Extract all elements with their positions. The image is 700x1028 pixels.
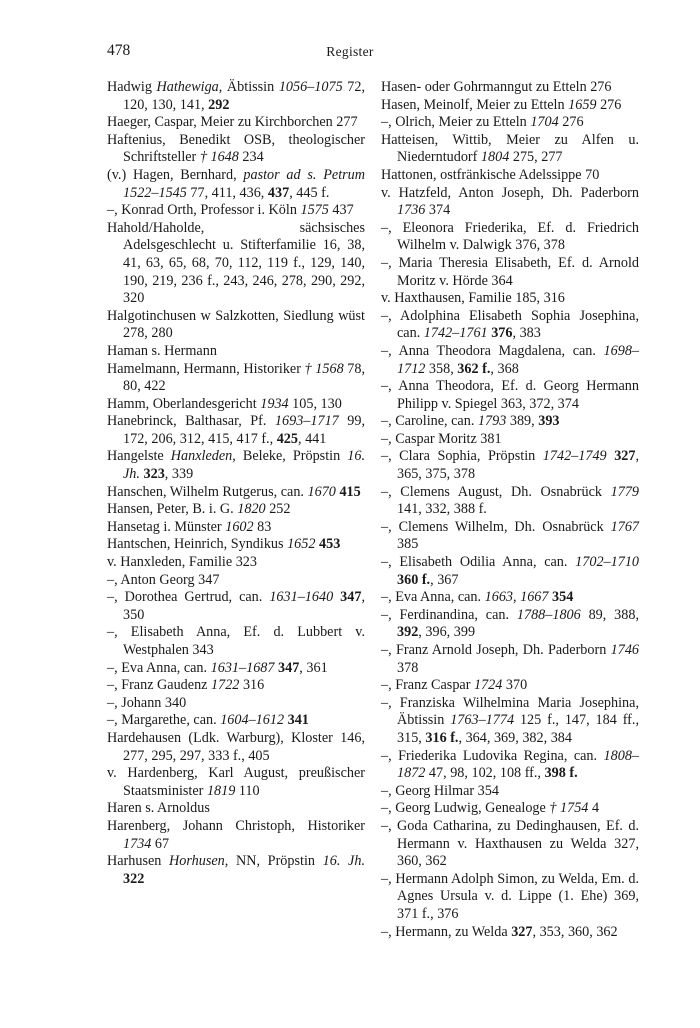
index-entry [381,607,639,642]
index-entry [107,853,365,888]
entry-text: 378 [397,659,419,676]
entry-page-ref-bold: 327 [511,923,533,940]
entry-text: Haman s. Hermann [107,342,217,359]
entry-text: –, Franziska Wilhelmina Maria Josephina, Äbtissin [381,694,639,729]
entry-text: Halgotinchusen w Salzkotten, Siedlung wüst 278, 280 [107,307,365,342]
index-entry [107,448,365,483]
index-entry [107,624,365,659]
entry-italic-text: 1736 [397,202,426,219]
entry-page-ref-bold: 392 [397,624,419,641]
entry-text: Hamelmann, Hermann, Historiker [107,360,305,377]
entry-text: 83 [253,518,272,535]
entry-text: , 339 [164,466,194,483]
entry-italic-text: 1804 [480,149,510,166]
entry-text: –, Adolphina Elisabeth Sophia Josephina, can. [381,307,639,342]
index-entry [381,677,639,695]
entry-text: v. Hatzfeld, Anton Joseph, Dh. Paderborn [381,184,639,201]
page-number: 478 [107,42,131,59]
entry-text: –, Georg Ludwig, Genealoge [381,800,550,817]
entry-italic-text: 1602 [225,518,254,535]
entry-page-ref-bold: 362 f. [457,360,491,377]
index-column-left [107,79,365,888]
index-entry [381,255,639,290]
entry-text: –, Hermann Adolph Simon, zu Welda, Em. d. Agnes Ursula v. d. Lippe (1. Ehe) 369, 371 f., 376 [381,870,639,922]
entry-italic-text: pastor ad s. Petrum 1522–1545 [123,166,365,201]
entry-text: –, Anton Georg 347 [107,571,220,588]
index-entry [381,413,639,431]
entry-text: Beleke, Pröpstin [235,448,348,465]
entry-text: , 445 f. [289,184,330,201]
entry-text: –, Clara Sophia, Pröpstin [381,448,543,465]
entry-text: , 383 [512,325,541,342]
entry-italic-text: 1742–1749 [542,448,607,465]
entry-italic-text: 1670 [307,483,336,500]
entry-text: Hanebrinck, Balthasar, Pf. [107,413,275,430]
entry-italic-text: † 1568 [304,360,344,377]
entry-text: –, Dorothea Gertrud, can. [107,589,270,606]
index-entry [107,132,365,167]
entry-italic-text: 1767 [610,518,639,535]
index-entry [381,79,639,97]
entry-text: , 350 [123,589,365,623]
entry-page-ref-bold: 453 [319,536,341,553]
entry-italic-text: Horhusen, [169,853,229,870]
index-column-right [381,79,639,941]
entry-text: 125 f., 147, 184 ff., 315, [397,712,639,746]
entry-italic-text: 1604–1612 [220,712,285,729]
entry-text: –, Maria Theresia Elisabeth, Ef. d. Arnold Moritz v. Hörde 364 [381,254,639,289]
entry-italic-text: 1788–1806 [516,606,581,623]
entry-text: 370 [502,677,528,694]
entry-text: (v.) Hagen, Bernhard, [107,166,244,183]
entry-italic-text: 1734 [123,835,152,852]
entry-text: 99, 172, 206, 312, 415, 417 f., [123,413,365,447]
entry-text: 67 [151,835,170,852]
entry-text: –, Eleonora Friederika, Ef. d. Friedrich Wilhelm v. Dalwigk 376, 378 [381,219,639,254]
entry-page-ref-bold: 347 [278,659,300,676]
index-entry [107,536,365,554]
entry-text: , 364, 369, 382, 384 [458,729,572,746]
entry-page-ref-bold: 341 [287,712,309,729]
index-entry [107,484,365,502]
index-entry [381,589,639,607]
index-entry [107,202,365,220]
index-entry [107,519,365,537]
index-entry [381,800,639,818]
entry-text: 105, 130 [288,395,342,412]
entry-page-ref-bold: 398 f. [544,765,578,782]
entry-text: –, Franz Gaudenz [107,677,212,694]
index-entry [381,97,639,115]
index-entry [107,114,365,132]
entry-italic-text: 1820 [237,501,266,518]
index-entry [107,818,365,853]
entry-text: 78, 80, 422 [123,360,366,395]
index-entry [381,519,639,554]
index-entry [107,800,365,818]
index-entry [381,378,639,413]
index-entry [381,290,639,308]
entry-italic-text: 1698–1712 [397,342,639,377]
index-entry [381,431,639,449]
entry-text: –, Eva Anna, can. [107,659,211,676]
entry-text: , 353, 360, 362 [532,923,618,940]
entry-text: –, Anna Theodora Magdalena, can. [381,342,604,359]
entry-text: –, Elisabeth Odilia Anna, can. [381,554,576,571]
index-entry [381,642,639,677]
entry-text: –, Friederika Ludovika Regina, can. [381,747,604,764]
entry-text: , 441 [297,430,327,447]
entry-text: 4 [588,800,600,817]
entry-text: Haftenius, Benedikt OSB, theologischer Schriftsteller [107,131,365,166]
entry-text: –, Hermann, zu Welda [381,923,512,940]
entry-italic-text: 1663, 1667 [484,589,549,606]
entry-text: Hansen, Peter, B. i. G. [107,501,238,518]
index-entry [381,924,639,942]
entry-text: 72, 120, 130, 141, [123,79,365,113]
index-entry [107,167,365,202]
entry-page-ref-bold: 393 [538,413,560,430]
entry-text: , 368 [490,360,519,377]
entry-text: Hansetag i. Münster [107,518,226,535]
index-entry [381,484,639,519]
entry-text: 316 [239,677,265,694]
entry-text: Hahold/Haholde, sächsisches Adelsgeschlecht u. Stifterfamilie 16, 38, 41, 63, 65, 68, 70, 112, 119 f., 129, 140, 190, 219, 236 f., 243, 246, 278, 290, 292, 320 [107,219,365,307]
entry-text: Harhusen [107,853,170,870]
entry-text: –, Franz Arnold Joseph, Dh. Paderborn [381,642,611,658]
entry-text: , 361 [299,659,328,676]
index-entry [381,695,639,748]
entry-italic-text: 1702–1710 [575,554,639,571]
entry-text: –, Eva Anna, can. [381,589,485,606]
entry-italic-text: 1808–1872 [397,747,639,782]
entry-italic-text: 1704 [530,114,559,131]
entry-page-ref-bold: 360 f. [397,571,431,588]
entry-page-ref-bold: 376 [491,325,513,342]
entry-italic-text: 1575 [300,202,329,219]
entry-text: –, Elisabeth Anna, Ef. d. Lubbert v. Westphalen 343 [107,624,365,658]
index-entry [107,501,365,519]
entry-italic-text: 1652 [287,536,316,553]
entry-text: –, Ferdinandina, can. [381,606,517,623]
index-entry [107,79,365,114]
index-entry [381,818,639,871]
entry-text: –, Konrad Orth, Professor i. Köln [107,202,301,219]
entry-italic-text: 16. Jh. [322,853,365,870]
entry-text: NN, Pröpstin [228,853,323,870]
index-entry [107,677,365,695]
index-entry [107,712,365,730]
index-entry [107,413,365,448]
entry-text: Hanschen, Wilhelm Rutgerus, can. [107,483,308,500]
entry-italic-text: Hanxleden, [170,448,236,465]
entry-text: –, Clemens Wilhelm, Dh. Osnabrück [381,518,611,535]
entry-page-ref-bold: 347 [340,589,362,606]
entry-text: 276 [558,114,584,131]
index-entry [107,361,365,396]
entry-text: –, Johann 340 [107,694,187,711]
index-entry [381,343,639,378]
entry-text: v. Haxthausen, Familie 185, 316 [381,290,565,307]
entry-text: 110 [235,782,260,799]
entry-page-ref-bold: 292 [208,96,230,113]
entry-text: Hardehausen (Ldk. Warburg), Kloster 146, 277, 295, 297, 333 f., 405 [107,729,365,764]
entry-italic-text: 1659 [568,96,597,113]
index-entry [381,185,639,220]
entry-italic-text: 1746 [610,642,639,658]
entry-italic-text: 1631–1687 [210,659,275,676]
entry-italic-text: 1763–1774 [450,712,515,729]
entry-text: 89, 388, [580,606,640,623]
entry-italic-text: 1793 [477,413,507,430]
index-entry [381,871,639,924]
entry-italic-text: 1934 [260,395,289,412]
entry-text: Hangelste [107,448,171,465]
index-entry [381,748,639,783]
entry-text: v. Hanxleden, Familie 323 [107,554,257,571]
index-entry [381,132,639,167]
index-entry [381,167,639,185]
entry-page-ref-bold: 327 [614,448,636,465]
entry-text: 275, 277 [509,149,563,166]
entry-text: 276 [596,96,622,113]
entry-text: –, Goda Catharina, zu Dedinghausen, Ef. d. Hermann v. Haxthausen zu Welda 327, 360, 362 [381,817,639,870]
entry-italic-text: 1722 [211,677,240,694]
entry-text: –, Caspar Moritz 381 [381,430,502,447]
entry-page-ref-bold: 415 [339,483,361,500]
index-entry [381,783,639,801]
entry-text: Haeger, Caspar, Meier zu Kirchborchen 277 [107,114,358,131]
entry-text: Haren s. Arnoldus [107,800,210,817]
entry-text: Äbtissin [222,79,279,95]
entry-text: 437 [328,202,354,219]
entry-italic-text: 1056–1075 [278,79,343,95]
entry-page-ref-bold: 316 f. [425,729,459,746]
entry-text: –, Olrich, Meier zu Etteln [381,114,531,131]
entry-text: v. Hardenberg, Karl August, preußischer Staatsminister [107,765,365,799]
entry-italic-text: Hathewiga, [156,79,223,95]
index-entry [107,730,365,765]
index-entry [107,308,365,343]
entry-text: –, Franz Caspar [381,677,474,694]
index-entry [381,554,639,589]
index-entry [381,220,639,255]
entry-text: 47, 98, 102, 108 ff., [425,765,545,782]
index-entry [107,396,365,414]
entry-text: 234 [238,149,264,166]
index-entry [107,554,365,572]
entry-text: , 396, 399 [418,624,476,641]
index-entry [107,695,365,713]
entry-text: –, Clemens August, Dh. Osnabrück [381,483,611,500]
entry-page-ref-bold: 425 [276,430,298,447]
index-entry [381,308,639,343]
entry-italic-text: 1742–1761 [423,325,488,342]
entry-text: 358, [425,360,458,377]
entry-page-ref-bold: 354 [552,589,574,606]
entry-italic-text: 1724 [473,677,503,694]
entry-text: Hasen- oder Gohrmanngut zu Etteln 276 [381,79,612,95]
index-entry [107,589,365,624]
entry-text: –, Caroline, can. [381,413,478,430]
entry-text: , 367 [430,571,459,588]
entry-italic-text: 1631–1640 [269,589,334,606]
index-entry [107,220,365,308]
entry-text: 77, 411, 436, [186,184,268,201]
index-entry [107,572,365,590]
running-head: Register [326,44,374,59]
entry-text: Hantschen, Heinrich, Syndikus [107,536,288,553]
entry-text: –, Georg Hilmar 354 [381,782,499,799]
index-entry [381,114,639,132]
entry-text: 141, 332, 388 f. [397,501,487,518]
entry-text: Hamm, Oberlandesgericht [107,395,261,412]
entry-page-ref-bold: 323 [143,466,165,483]
entry-text: –, Anna Theodora, Ef. d. Georg Hermann Philipp v. Spiegel 363, 372, 374 [381,378,639,412]
index-entry [107,765,365,800]
entry-text: 374 [425,202,451,219]
entry-italic-text: † 1648 [199,149,239,166]
entry-italic-text: 1693–1717 [274,413,339,430]
entry-text: Hasen, Meinolf, Meier zu Etteln [381,96,569,113]
index-entry [107,343,365,361]
index-entry [381,448,639,483]
index-entry [107,660,365,678]
entry-italic-text: † 1754 [549,800,589,817]
entry-text: Hatteisen, Wittib, Meier zu Alfen u. Niederntudorf [381,131,639,166]
entry-italic-text: 1779 [610,483,639,500]
entry-page-ref-bold: 437 [267,184,290,201]
entry-text: Hadwig [107,79,157,95]
entry-page-ref-bold: 322 [123,870,145,887]
entry-text: 252 [265,501,291,518]
entry-text: Harenberg, Johann Christoph, Historiker [107,817,365,834]
entry-text: –, Margarethe, can. [107,712,221,729]
entry-text: , 365, 375, 378 [397,448,640,483]
entry-text: 385 [397,536,419,553]
entry-italic-text: 16. Jh. [123,448,365,483]
entry-italic-text: 1819 [206,782,236,799]
entry-text: Hattonen, ostfränkische Adelssippe 70 [381,166,600,183]
entry-text: 389, [506,413,539,430]
